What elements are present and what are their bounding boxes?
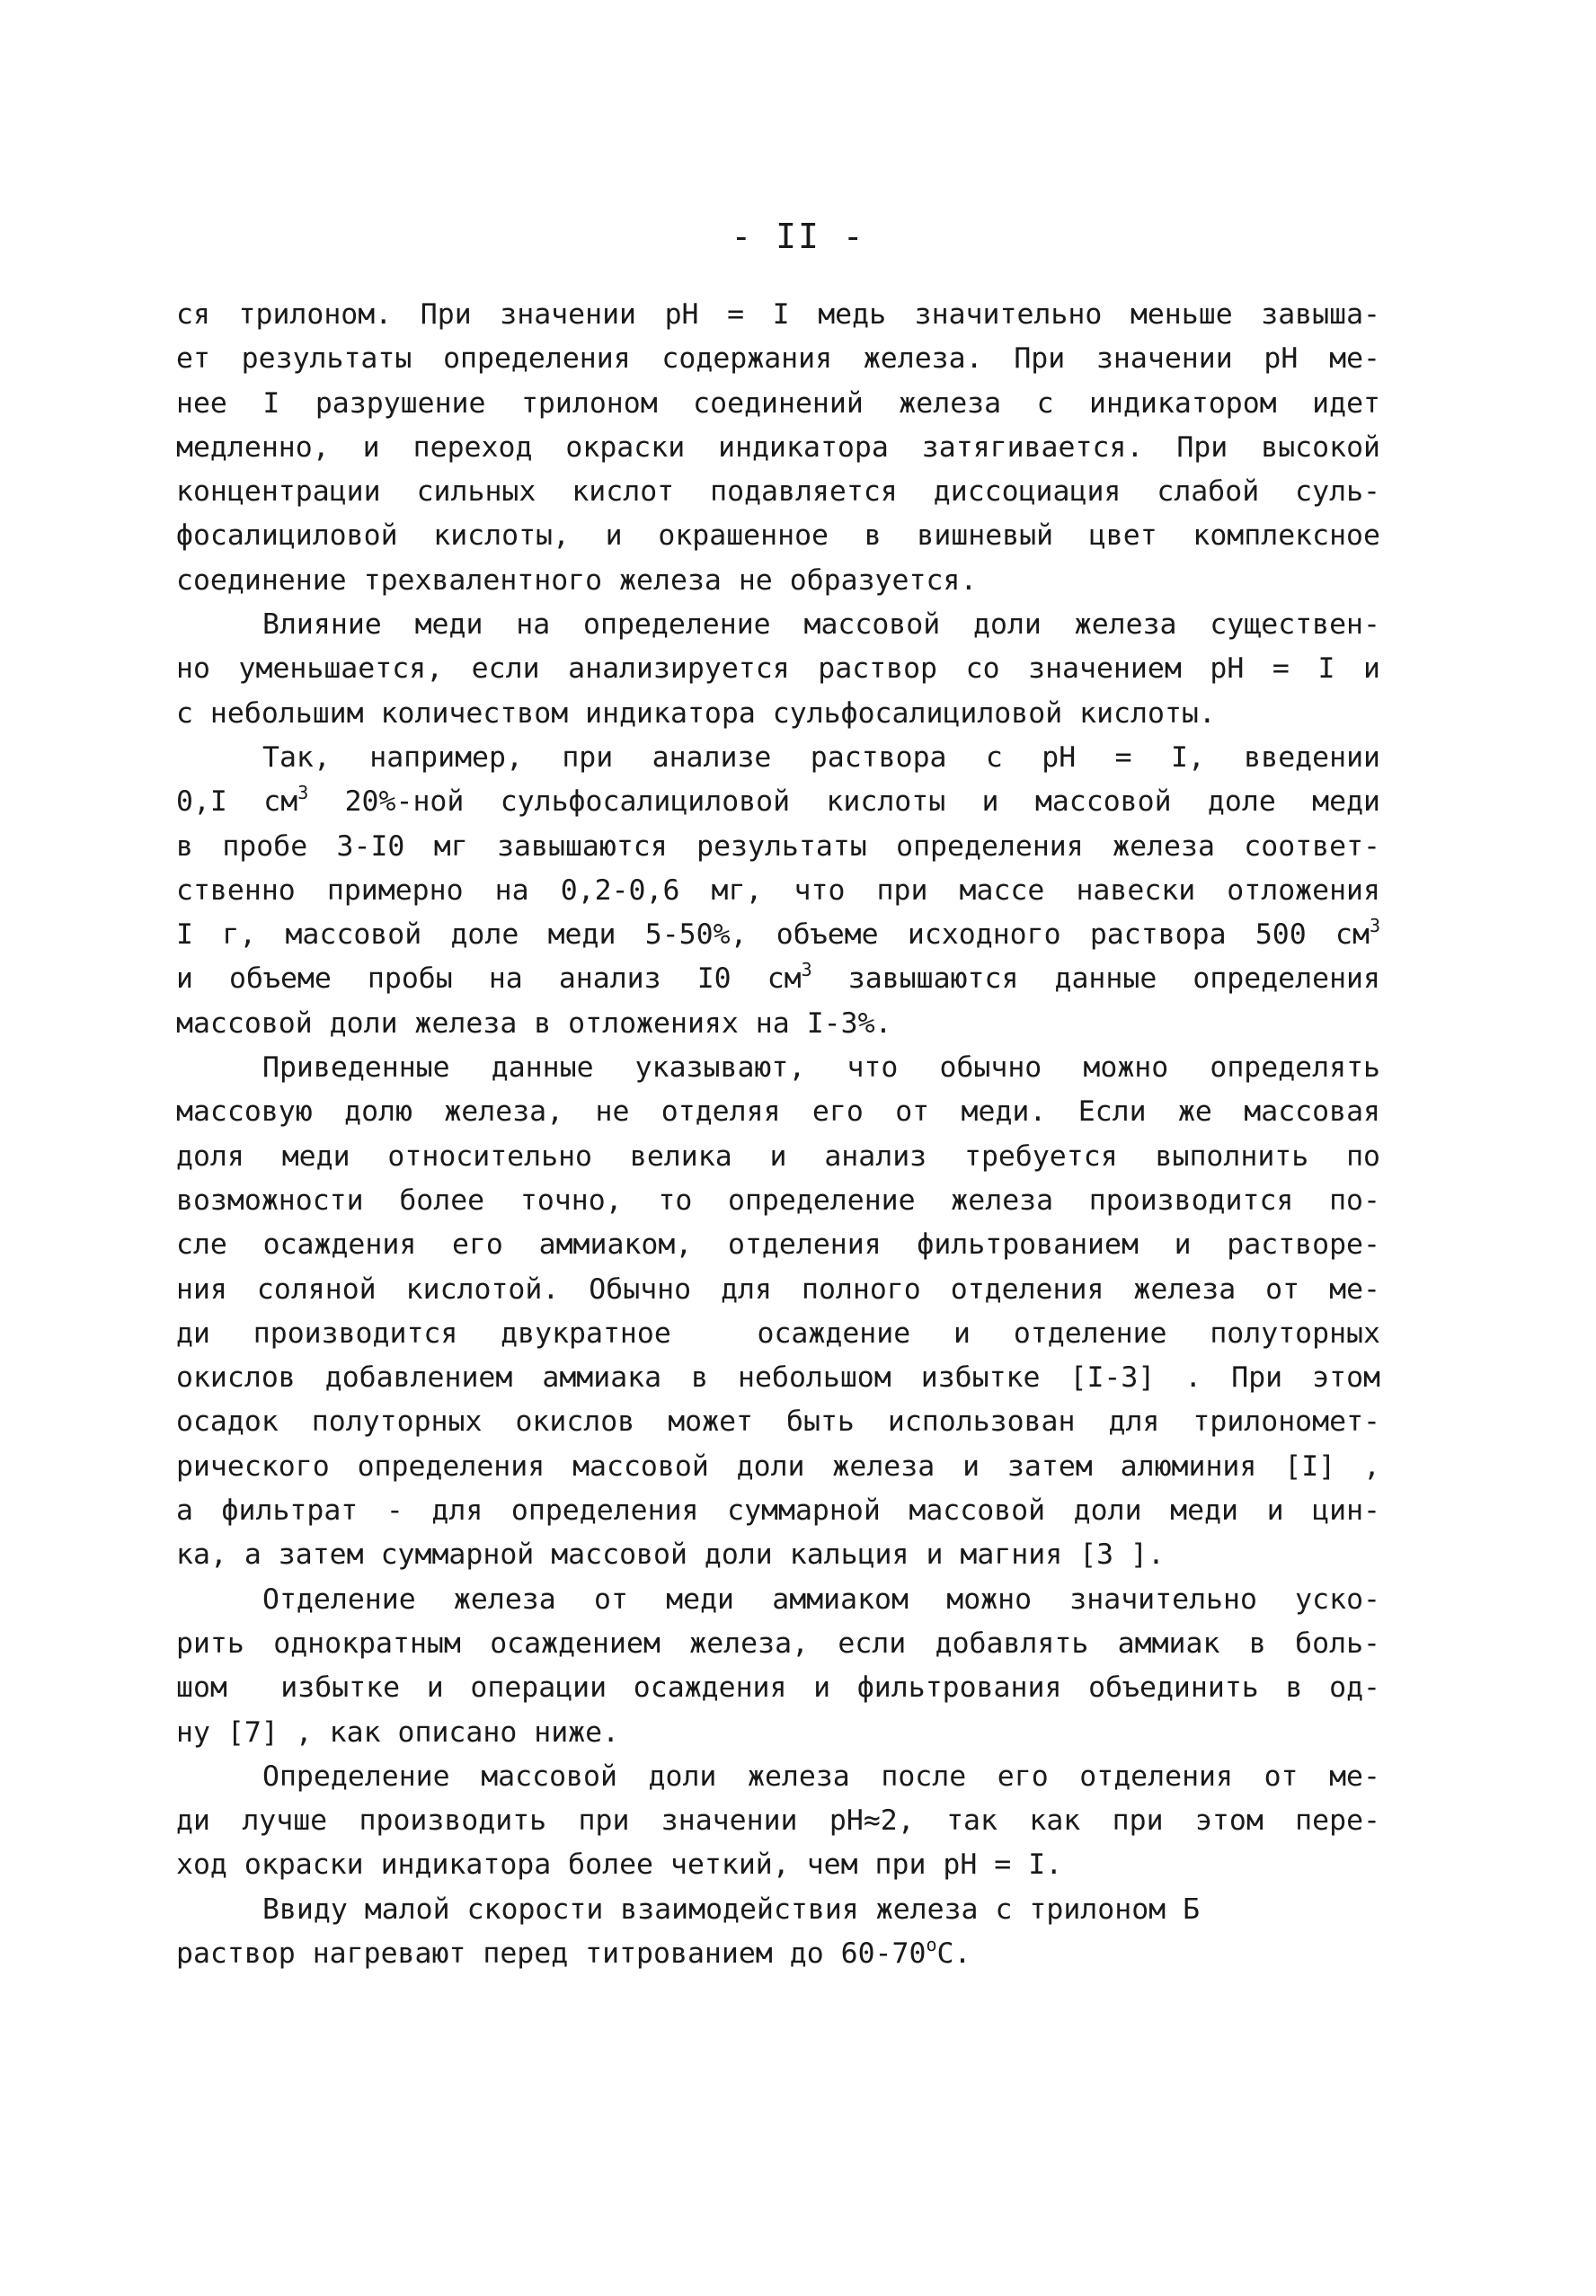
text-line: доля меди относительно велика и анализ требуется выполнить по — [176, 1139, 1380, 1173]
text-line: Влияние меди на определение массовой доли железа существен- — [262, 608, 1380, 642]
text-line — [176, 957, 1380, 1001]
paragraph — [176, 293, 1380, 603]
text-line: ственно примерно на 0,2-0,6 мг, что при массе навески отложения — [176, 873, 1380, 907]
text-fragment: и объеме пробы на анализ I0 см — [176, 962, 802, 996]
text-line: рического определения массовой доли железа и затем алюминия [I] , — [176, 1449, 1380, 1483]
text-line: а фильтрат - для определения суммарной массовой доли меди и цин- — [176, 1494, 1380, 1528]
paragraph — [176, 1046, 1380, 1578]
text-line: осадок полуторных окислов может быть использован для трилономет- — [176, 1405, 1380, 1439]
text-line: массовой доли железа в отложениях на I-3%. — [176, 1006, 892, 1040]
text-fragment: С. — [936, 1937, 971, 1970]
text-line: Определение массовой доли железа после его отделения от ме- — [262, 1760, 1380, 1793]
text-fragment: завышаются данные определения — [811, 962, 1380, 996]
superscript: 3 — [1369, 915, 1380, 937]
text-fragment: I г, массовой доле меди 5-50%, объеме исходного раствора 500 см — [176, 918, 1370, 952]
text-line: но уменьшается, если анализируется раствор со значением pH = I и — [176, 652, 1380, 686]
superscript: 3 — [297, 782, 309, 804]
text-line — [176, 780, 1380, 824]
text-line: ди производится двукратное осаждение и отделение полуторных — [176, 1316, 1380, 1350]
text-line — [176, 913, 1380, 957]
text-line: ния соляной кислотой. Обычно для полного отделения железа от ме- — [176, 1272, 1380, 1306]
text-line: Ввиду малой скорости взаимодействия железа с трилоном Б — [262, 1893, 1201, 1926]
text-line: ет результаты определения содержания железа. При значении pH ме- — [176, 342, 1380, 376]
text-line: медленно, и переход окраски индикатора затягивается. При высокой — [176, 430, 1380, 464]
text-line: соединение трехвалентного железа не образуется. — [176, 563, 978, 597]
text-fragment: 0,I см — [176, 785, 298, 819]
paragraph — [176, 1755, 1380, 1888]
page-number: - II - — [731, 217, 865, 256]
text-line: ка, а затем суммарной массовой доли кальция и магния [3 ]. — [176, 1538, 1165, 1572]
text-line: ну [7] , как описано ниже. — [176, 1715, 620, 1749]
text-line: с небольшим количеством индикатора сульфосалициловой кислоты. — [176, 696, 1216, 730]
text-line: ход окраски индикатора более четкий, чем при pH = I. — [176, 1848, 1063, 1882]
text-line: нее I разрушение трилоном соединений железа с индикатором идет — [176, 386, 1380, 420]
paragraph — [176, 1888, 1380, 1977]
text-line: в пробе 3-I0 мг завышаются результаты определения железа соответ- — [176, 829, 1380, 863]
superscript: о — [926, 1933, 937, 1955]
text-line: окислов добавлением аммиака в небольшом избытке [I-3] . При этом — [176, 1361, 1380, 1395]
text-line: сле осаждения его аммиаком, отделения фильтрованием и растворе- — [176, 1228, 1380, 1262]
text-line: Так, например, при анализе раствора с pH = I, введении — [262, 740, 1380, 774]
text-line: концентрации сильных кислот подавляется диссоциация слабой суль- — [176, 475, 1380, 509]
body-text — [176, 293, 1380, 1976]
text-line: возможности более точно, то определение железа производится по- — [176, 1183, 1380, 1217]
text-line: массовую долю железа, не отделяя его от меди. Если же массовая — [176, 1095, 1380, 1129]
text-line: Отделение железа от меди аммиаком можно значительно уско- — [262, 1582, 1380, 1616]
text-line — [176, 1932, 1380, 1976]
paragraph — [176, 603, 1380, 736]
text-line: фосалициловой кислоты, и окрашенное в вишневый цвет комплексное — [176, 519, 1380, 553]
text-line: ди лучше производить при значении pH≈2, так как при этом пере- — [176, 1804, 1380, 1838]
text-fragment: раствор нагревают перед титрованием до 60-70 — [176, 1937, 927, 1970]
paragraph — [176, 1578, 1380, 1755]
text-fragment: 20%-ной сульфосалициловой кислоты и массовой доле меди — [308, 785, 1380, 819]
paragraph — [176, 736, 1380, 1046]
text-line: рить однократным осаждением железа, если добавлять аммиак в боль- — [176, 1627, 1380, 1660]
text-line: шом избытке и операции осаждения и фильтрования объединить в од- — [176, 1671, 1380, 1705]
superscript: 3 — [801, 959, 812, 981]
text-line: ся трилоном. При значении pH = I медь значительно меньше завыша- — [176, 298, 1380, 331]
text-line: Приведенные данные указывают, что обычно можно определять — [262, 1051, 1380, 1085]
